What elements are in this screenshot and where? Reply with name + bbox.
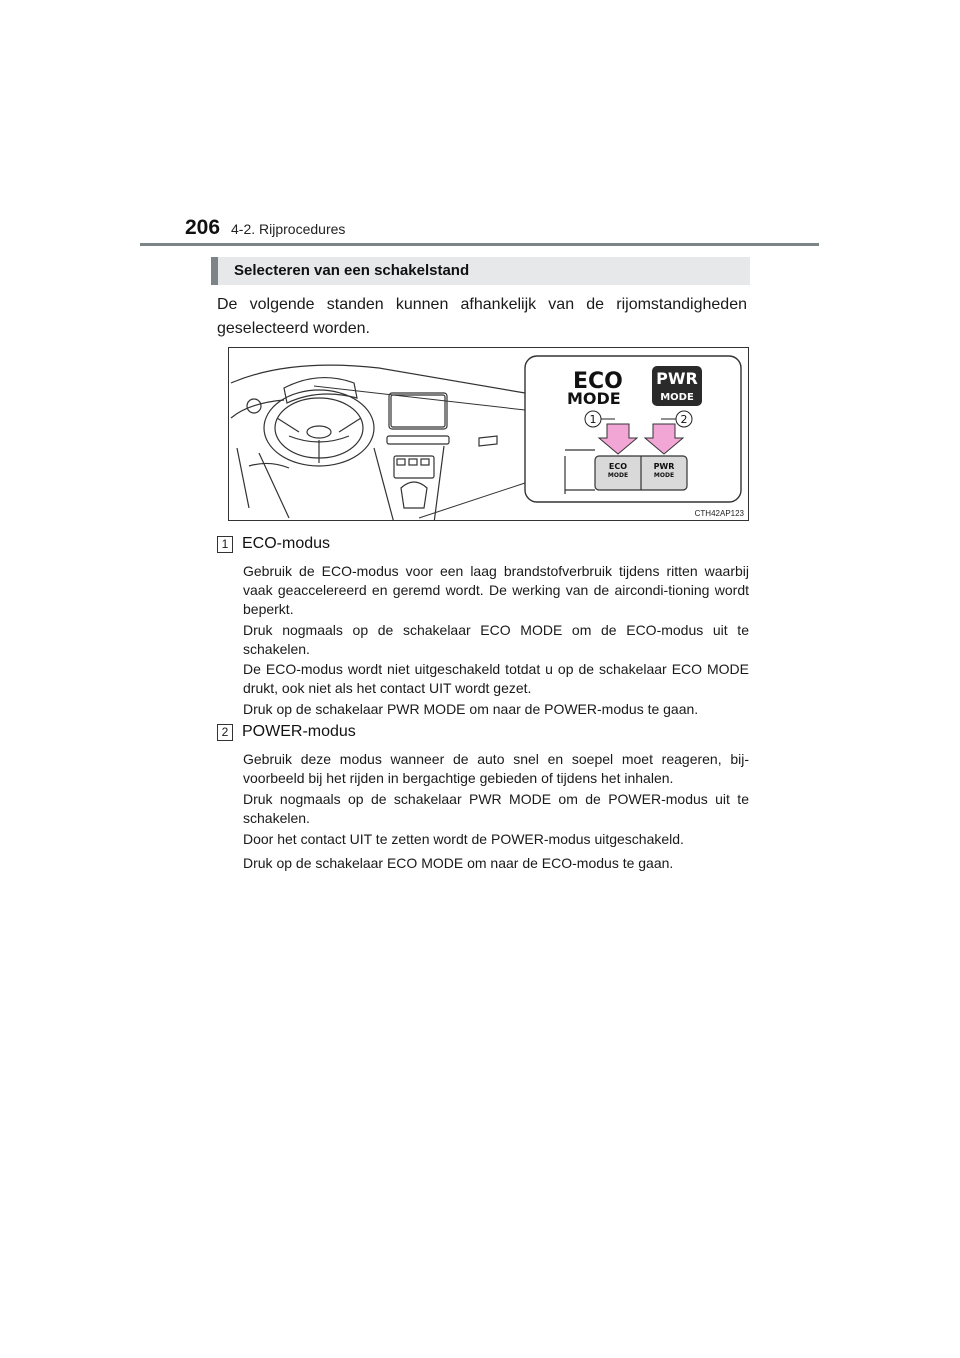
section-title: Selecteren van een schakelstand [234, 262, 470, 279]
eco-switch-label1: ECO [608, 462, 628, 471]
pwr-switch-label1: PWR [653, 462, 675, 471]
pwr-switch-label2: MODE [653, 472, 675, 479]
intro-text: De volgende standen kunnen afhankelijk van de rijomstandigheden geselecteerd worden. [217, 296, 747, 337]
section-heading [211, 257, 750, 285]
item-paragraph: Gebruik deze modus wanneer de auto snel en soepel moet reageren, bij-voorbeeld bij het rijden in bergachtige gebieden of tijdens het inhalen. [243, 751, 749, 786]
item-paragraph: Druk nogmaals op de schakelaar PWR MODE om de POWER-modus uit te schakelen. [243, 791, 749, 826]
item-number-box: 1 [217, 536, 233, 553]
item-title: POWER-modus [242, 723, 356, 740]
eco-logo-line1: ECO [573, 369, 623, 394]
page-number: 206 [185, 216, 221, 239]
item-paragraph: Door het contact UIT te zetten wordt de POWER-modus uitgeschakeld. [243, 831, 684, 847]
item-number-box: 2 [217, 724, 233, 741]
arrow-eco-icon [599, 424, 637, 454]
dashboard-illustration [229, 348, 749, 521]
item-title: ECO-modus [242, 535, 331, 552]
item-paragraph: Druk op de schakelaar ECO MODE om naar de ECO-modus te gaan. [243, 855, 674, 871]
callout-2-label: 2 [680, 413, 688, 426]
arrow-pwr-icon [645, 424, 683, 454]
pwr-logo-line2: MODE [660, 392, 694, 403]
item-paragraph: De ECO-modus wordt niet uitgeschakeld totdat u op de schakelaar ECO MODE drukt, ook niet als het contact UIT wordt gezet. [243, 661, 749, 696]
eco-switch-label2: MODE [607, 472, 629, 479]
pwr-logo-line1: PWR [656, 369, 698, 388]
callout-1-label: 1 [589, 413, 597, 426]
eco-logo-line2: MODE [567, 389, 621, 408]
item-paragraph: Druk op de schakelaar PWR MODE om naar de POWER-modus te gaan. [243, 701, 699, 717]
header-rule [140, 243, 819, 246]
figure-code: CTH42AP123 [694, 509, 744, 518]
item-paragraph: Druk nogmaals op de schakelaar ECO MODE om de ECO-modus uit te schakelen. [243, 622, 749, 657]
chapter-title: 4-2. Rijprocedures [231, 221, 346, 237]
item-paragraph: Gebruik de ECO-modus voor een laag brandstofverbruik tijdens ritten waarbij vaak geaccelereerd en geremd wordt. De werking van de aircondi-tioning wordt beperkt. [243, 563, 749, 617]
dashboard-figure [228, 347, 749, 521]
